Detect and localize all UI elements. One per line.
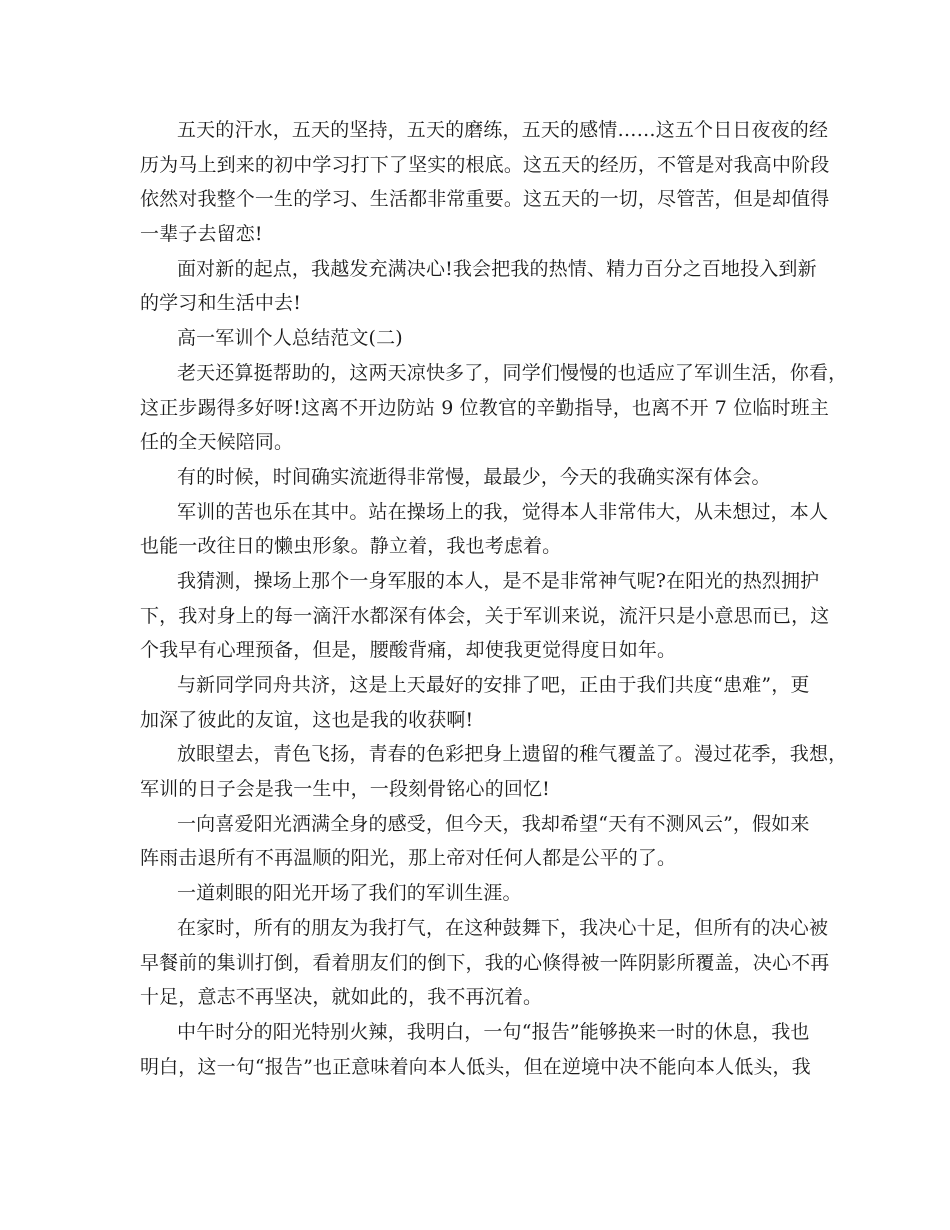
text-line: 明白，这一句“报告”也正意味着向本人低头，但在逆境中决不能向本人低头，我 — [140, 1055, 811, 1078]
text-line: 面对新的起点，我越发充满决心!我会把我的热情、精力百分之百地投入到新 — [177, 257, 817, 280]
text-line: 军训的日子会是我一生中，一段刻骨铭心的回忆! — [140, 778, 550, 801]
text-line: 军训的苦也乐在其中。站在操场上的我，觉得本人非常伟大，从未想过，本人 — [177, 500, 829, 523]
document-body — [140, 113, 848, 1084]
text-line: 这正步踢得多好呀!这离不开边防站 9 位教官的辛勤指导，也离不开 7 位临时班主 — [140, 396, 829, 419]
document-page — [140, 113, 848, 1084]
text-line: 历为马上到来的初中学习打下了坚实的根底。这五天的经历，不管是对我高中阶段 — [140, 153, 830, 176]
text-line: 任的全天候陪同。 — [140, 431, 294, 454]
text-line: 下，我对身上的每一滴汗水都深有体会，关于军训来说，流汗只是小意思而已，这 — [140, 604, 830, 627]
text-line: 依然对我整个一生的学习、生活都非常重要。这五天的一切，尽管苦，但是却值得 — [140, 188, 830, 211]
text-line: 阵雨击退所有不再温顺的阳光，那上帝对任何人都是公平的了。 — [140, 847, 677, 870]
text-line: 中午时分的阳光特别火辣，我明白，一句“报告”能够换来一时的休息，我也 — [177, 1020, 810, 1043]
text-line: 一向喜爱阳光洒满全身的感受，但今天，我却希望“天有不测风云”，假如来 — [177, 812, 810, 835]
text-line: 高一军训个人总结范文(二) — [177, 327, 403, 350]
text-line: 五天的汗水，五天的坚持，五天的磨练，五天的感情……这五个日日夜夜的经 — [177, 119, 829, 141]
text-line: 在家时，所有的朋友为我打气，在这种鼓舞下，我决心十足，但所有的决心被 — [177, 916, 829, 939]
text-line: 加深了彼此的友谊，这也是我的收获啊! — [140, 708, 474, 731]
text-line: 有的时候，时间确实流逝得非常慢，最最少，今天的我确实深有体会。 — [177, 465, 771, 488]
text-line: 十足，意志不再坚决，就如此的，我不再沉着。 — [140, 986, 543, 1009]
text-line: 老天还算挺帮助的，这两天凉快多了，同学们慢慢的也适应了军训生活，你看， — [177, 361, 848, 384]
text-line: 与新同学同舟共济，这是上天最好的安排了吧，正由于我们共度“患难”，更 — [177, 674, 810, 696]
text-line: 一道刺眼的阳光开场了我们的军训生涯。 — [177, 882, 522, 905]
text-line: 我猜测，操场上那个一身军服的本人，是不是非常神气呢?在阳光的热烈拥护 — [177, 569, 820, 592]
text-line: 早餐前的集训打倒，看着朋友们的倒下，我的心倏得被一阵阴影所覆盖，决心不再 — [140, 951, 830, 974]
text-line: 个我早有心理预备，但是，腰酸背痛，却使我更觉得度日如年。 — [140, 639, 677, 662]
text-line: 的学习和生活中去! — [140, 292, 301, 315]
text-line: 也能一改往日的懒虫形象。静立着，我也考虑着。 — [140, 535, 562, 558]
text-line: 放眼望去，青色飞扬，青春的色彩把身上遗留的稚气覆盖了。漫过花季，我想， — [177, 743, 848, 766]
text-line: 一辈子去留恋! — [140, 223, 263, 246]
